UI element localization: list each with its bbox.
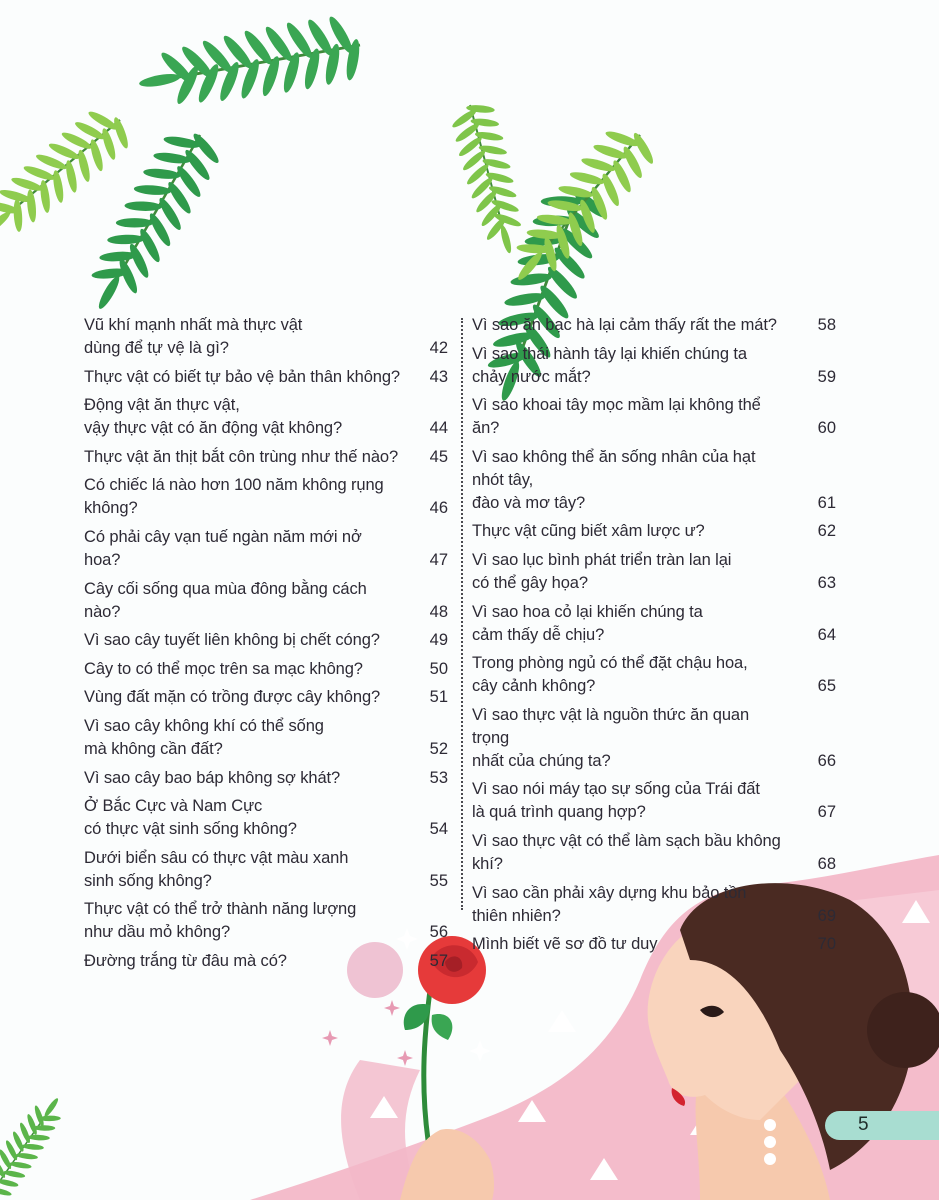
toc-entry-page: 60 xyxy=(817,419,836,438)
toc-entry[interactable] xyxy=(472,520,836,543)
toc-entry[interactable] xyxy=(472,446,836,515)
toc-entry-title: Vì sao thái hành tây lại khiến chúng ta chảy nước mắt? xyxy=(472,344,747,386)
toc-entry-page: 49 xyxy=(429,631,448,650)
toc-entry-page: 54 xyxy=(429,820,448,839)
toc-entry-page: 56 xyxy=(429,923,448,942)
toc-entry[interactable] xyxy=(472,652,836,698)
toc-entry-title: Vũ khí mạnh nhất mà thực vật dùng để tự vệ là gì? xyxy=(84,316,303,357)
toc-entry-page: 44 xyxy=(429,419,448,438)
toc-entry[interactable] xyxy=(84,578,448,624)
toc-entry-page: 58 xyxy=(817,316,836,334)
toc-entry[interactable] xyxy=(472,314,836,337)
toc-entry[interactable] xyxy=(84,629,448,652)
toc-entry-page: 51 xyxy=(429,688,448,707)
toc-entry[interactable] xyxy=(84,795,448,841)
toc-entry-title: Có chiếc lá nào hơn 100 năm không rụng không? xyxy=(84,476,384,518)
toc-entry-page: 61 xyxy=(817,493,836,512)
toc-entry-page: 69 xyxy=(817,906,836,925)
toc-entry[interactable] xyxy=(472,394,836,440)
toc-entry[interactable] xyxy=(84,898,448,944)
toc-entry[interactable] xyxy=(84,446,448,469)
toc-entry[interactable] xyxy=(472,933,836,956)
toc-entry-title: Vì sao nói máy tạo sự sống của Trái đất là quá trình quang hợp? xyxy=(472,780,760,822)
toc-entry-page: 50 xyxy=(429,659,448,678)
toc-entry-title: Đường trắng từ đâu mà có? xyxy=(84,951,287,970)
toc-entry[interactable] xyxy=(472,601,836,647)
toc-entry-title: Vì sao khoai tây mọc mầm lại không thể ăn? xyxy=(472,396,761,438)
toc-entry-title: Ở Bắc Cực và Nam Cực có thực vật sinh sống không? xyxy=(84,797,297,839)
toc-entry[interactable] xyxy=(472,778,836,824)
fern-leaf-top-left xyxy=(0,9,369,325)
toc-entry-title: Vì sao hoa cỏ lại khiến chúng ta cảm thấy dễ chịu? xyxy=(472,602,703,644)
toc-entry[interactable] xyxy=(472,549,836,595)
toc-entry-page: 68 xyxy=(817,854,836,873)
toc-entry-title: Vì sao cây tuyết liên không bị chết cóng? xyxy=(84,631,380,650)
column-divider xyxy=(461,318,463,910)
fern-leaf-bottom-left xyxy=(0,1087,73,1200)
toc-entry-page: 70 xyxy=(817,935,836,954)
toc-entry[interactable] xyxy=(84,366,448,389)
toc-entry[interactable] xyxy=(472,830,836,876)
page-number-tab xyxy=(825,1111,939,1140)
toc-entry[interactable] xyxy=(84,526,448,572)
toc-entry[interactable] xyxy=(84,847,448,893)
toc-entry[interactable] xyxy=(84,715,448,761)
toc-entry-page: 47 xyxy=(429,550,448,569)
toc-entry-title: Thực vật cũng biết xâm lược ư? xyxy=(472,522,705,541)
toc-entry-page: 64 xyxy=(817,625,836,644)
toc-entry-page: 43 xyxy=(429,367,448,386)
toc-entry-page: 57 xyxy=(429,951,448,970)
toc-entry[interactable] xyxy=(84,474,448,520)
toc-entry[interactable] xyxy=(84,314,448,360)
toc-entry-title: Thực vật ăn thịt bắt côn trùng như thế nào? xyxy=(84,447,399,466)
toc-entry[interactable] xyxy=(472,343,836,389)
page-number: 5 xyxy=(858,1114,869,1135)
toc-entry-title: Vì sao cây bao báp không sợ khát? xyxy=(84,768,341,787)
toc-entry-title: Vì sao cần phải xây dựng khu bảo tồn thiên nhiên? xyxy=(472,883,747,925)
toc-entry-page: 53 xyxy=(429,768,448,787)
toc-entry-page: 52 xyxy=(429,739,448,758)
toc-entry-title: Vì sao thực vật có thể làm sạch bầu không khí? xyxy=(472,831,781,873)
toc-entry[interactable] xyxy=(472,704,836,773)
toc-entry[interactable] xyxy=(84,394,448,440)
toc-entry-title: Động vật ăn thực vật, vậy thực vật có ăn động vật không? xyxy=(84,396,343,438)
toc-entry-title: Dưới biển sâu có thực vật màu xanh sinh sống không? xyxy=(84,848,349,890)
toc-entry-page: 62 xyxy=(817,522,836,541)
toc-entry-title: Trong phòng ngủ có thể đặt chậu hoa, cây cảnh không? xyxy=(472,654,748,696)
toc-entry[interactable] xyxy=(84,767,448,790)
toc-entry-page: 55 xyxy=(429,871,448,890)
toc-entry-title: Cây cối sống qua mùa đông bằng cách nào? xyxy=(84,579,367,621)
toc-entry-page: 59 xyxy=(817,367,836,386)
toc-entry-title: Mình biết vẽ sơ đồ tư duy xyxy=(472,935,658,954)
toc-entry[interactable] xyxy=(84,658,448,681)
toc-entry-title: Vì sao ăn bạc hà lại cảm thấy rất the mát? xyxy=(472,316,777,334)
toc-entry[interactable] xyxy=(84,950,448,973)
toc-entry-page: 67 xyxy=(817,803,836,822)
toc-entry-page: 66 xyxy=(817,751,836,770)
toc-entry-page: 46 xyxy=(429,499,448,518)
toc-entry[interactable] xyxy=(472,882,836,928)
toc-entry-title: Thực vật có thể trở thành năng lượng như dầu mỏ không? xyxy=(84,900,357,942)
toc-entry[interactable] xyxy=(84,686,448,709)
toc-entry-page: 63 xyxy=(817,573,836,592)
toc-entry-title: Thực vật có biết tự bảo vệ bản thân không? xyxy=(84,367,401,386)
toc-entry-title: Vì sao không thể ăn sống nhân của hạt nhót tây, đào và mơ tây? xyxy=(472,447,756,512)
toc-entry-title: Vì sao thực vật là nguồn thức ăn quan trọng nhất của chúng ta? xyxy=(472,705,750,770)
toc-left-column xyxy=(84,314,448,979)
toc-entry-title: Cây to có thể mọc trên sa mạc không? xyxy=(84,659,363,678)
toc-entry-page: 45 xyxy=(429,447,448,466)
toc-entry-title: Vì sao lục bình phát triển tràn lan lại có thể gây họa? xyxy=(472,550,732,592)
toc-entry-page: 48 xyxy=(429,602,448,621)
toc-entry-page: 42 xyxy=(429,339,448,357)
toc-entry-title: Vùng đất mặn có trồng được cây không? xyxy=(84,688,381,707)
toc-entry-title: Vì sao cây không khí có thể sống mà không cần đất? xyxy=(84,716,324,758)
toc-entry-page: 65 xyxy=(817,677,836,696)
toc-right-column xyxy=(472,314,836,962)
toc-entry-title: Có phải cây vạn tuế ngàn năm mới nở hoa? xyxy=(84,527,362,569)
